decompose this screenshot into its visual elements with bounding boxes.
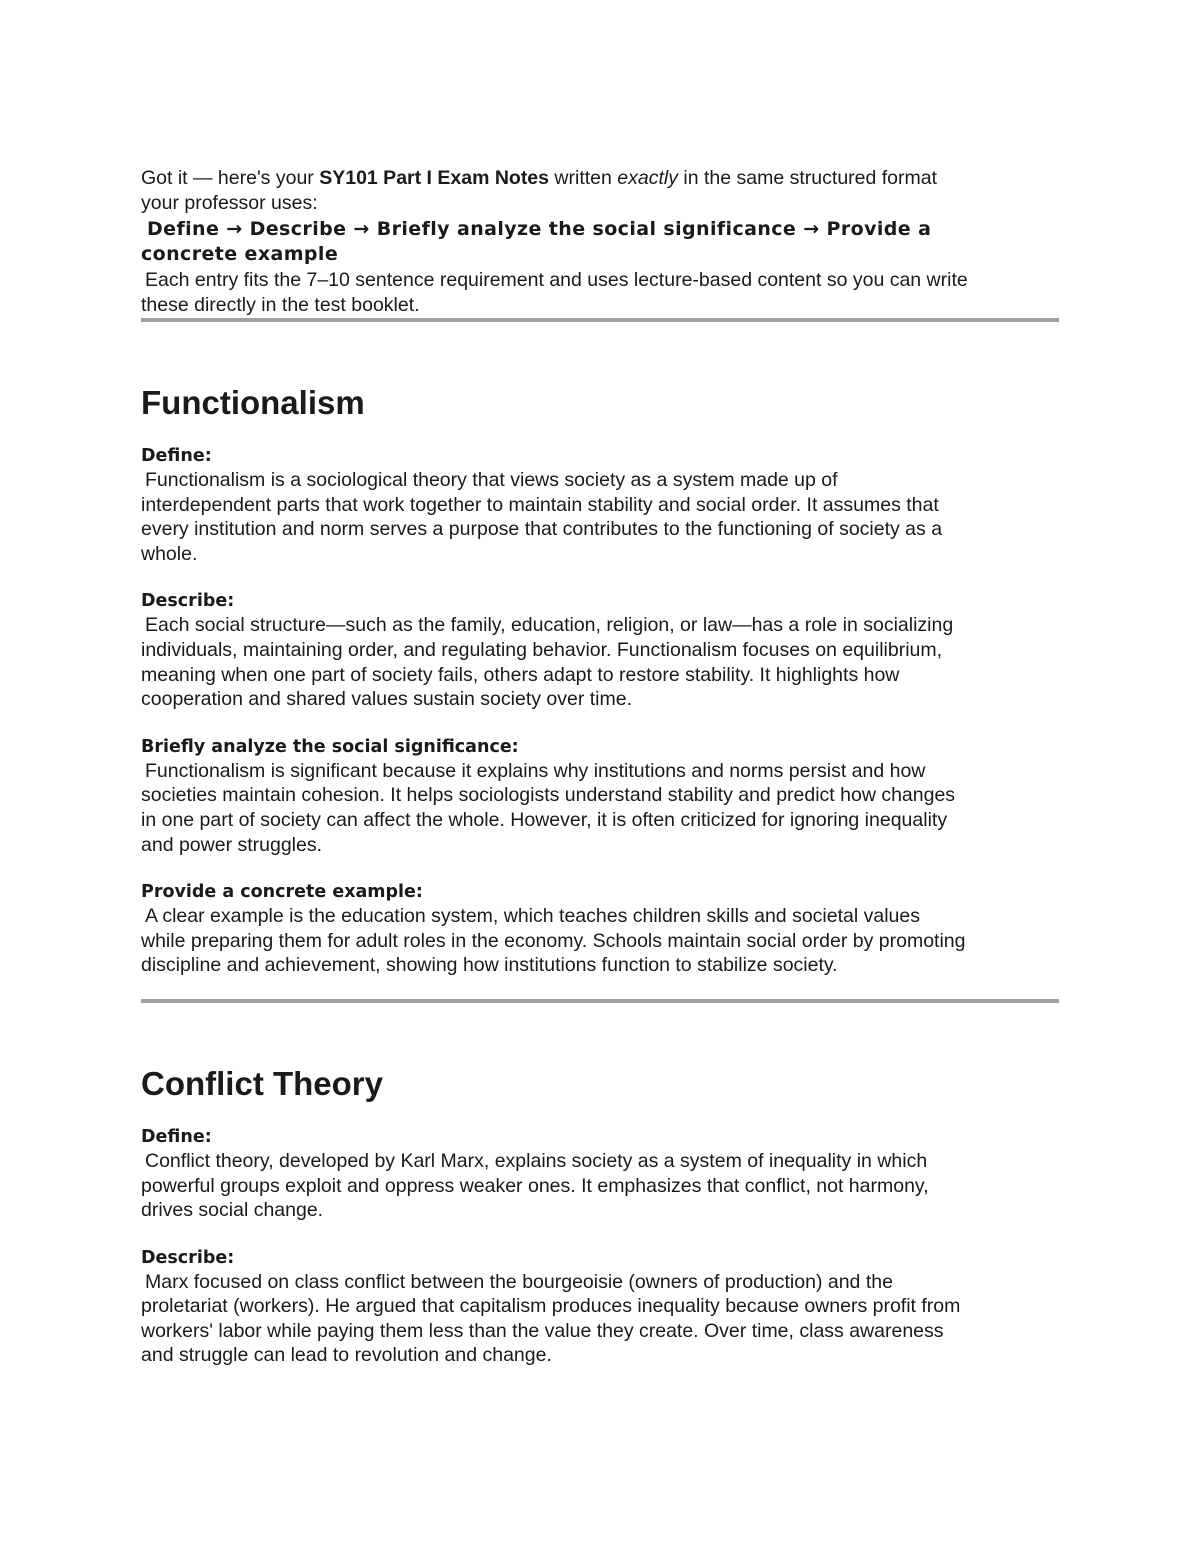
divider	[141, 999, 1059, 1003]
intro-emphasis: exactly	[617, 167, 678, 189]
block-text	[141, 1270, 1061, 1368]
text-line: proletariat (workers). He argued that capitalism produces inequality because owners profit from	[141, 1295, 961, 1318]
intro-line-2: your professor uses:	[141, 192, 318, 214]
formula-line-2: concrete example	[141, 243, 339, 265]
note-line-2: these directly in the test booklet.	[141, 294, 420, 316]
block-label: Define:	[141, 446, 212, 466]
intro-paragraph	[141, 166, 1061, 318]
block-text	[141, 468, 1061, 566]
block-define	[141, 444, 1061, 566]
text-line: powerful groups exploit and oppress weaker ones. It emphasizes that conflict, not harmony,	[141, 1174, 929, 1197]
block-describe	[141, 589, 1061, 711]
block-text	[141, 1149, 1061, 1223]
format-formula	[141, 217, 1061, 267]
divider	[141, 318, 1059, 322]
text-line: Marx focused on class conflict between the bourgeoisie (owners of production) and the	[145, 1270, 893, 1293]
block-text	[141, 759, 1061, 857]
text-line: Functionalism is a sociological theory that views society as a system made up of	[145, 469, 838, 491]
block-describe	[141, 1246, 1061, 1368]
text-line: meaning when one part of society fails, others adapt to restore stability. It highlights how	[141, 663, 900, 686]
block-define	[141, 1125, 1061, 1223]
intro-text-mid: written	[549, 167, 618, 189]
text-line: Functionalism is significant because it explains why institutions and norms persist and how	[145, 759, 926, 782]
text-line: Each social structure—such as the family, education, religion, or law—has a role in socializing	[145, 614, 954, 637]
text-line: in one part of society can affect the whole. However, it is often criticized for ignoring inequality	[141, 808, 948, 831]
text-line: whole.	[141, 542, 198, 565]
block-example	[141, 880, 1061, 978]
block-analyze	[141, 735, 1061, 857]
section-conflict-theory	[141, 1065, 1061, 1368]
section-title: Functionalism	[141, 384, 365, 421]
text-line: societies maintain cohesion. It helps sociologists understand stability and predict how changes	[141, 784, 956, 807]
section-title: Conflict Theory	[141, 1064, 384, 1102]
block-label: Describe:	[141, 1247, 235, 1268]
block-label: Briefly analyze the social significance:	[141, 736, 519, 757]
note-line-1: Each entry fits the 7–10 sentence requirement and uses lecture-based content so you can write	[145, 269, 968, 291]
text-line: cooperation and shared values sustain society over time.	[141, 688, 633, 711]
block-label: Describe:	[141, 591, 235, 612]
section-functionalism	[141, 384, 1061, 978]
block-text	[141, 613, 1061, 711]
intro-text-post: in the same structured format	[678, 167, 938, 189]
text-line: while preparing them for adult roles in the economy. Schools maintain social order by promoting	[141, 929, 966, 952]
intro-course-title: SY101 Part I Exam Notes	[319, 167, 550, 189]
text-line: drives social change.	[141, 1199, 324, 1222]
block-label: Provide a concrete example:	[141, 882, 423, 903]
text-line: every institution and norm serves a purpose that contributes to the functioning of society as a	[141, 518, 943, 541]
text-line: and power struggles.	[141, 833, 323, 856]
text-line: interdependent parts that work together to maintain stability and social order. It assumes that	[141, 493, 939, 516]
text-line: and struggle can lead to revolution and change.	[141, 1344, 552, 1367]
intro-text-pre: Got it — here's your	[141, 167, 320, 189]
text-line: A clear example is the education system, which teaches children skills and societal values	[145, 905, 920, 928]
document-page	[141, 166, 1061, 1368]
block-label: Define:	[141, 1126, 212, 1147]
intro-note	[141, 268, 1061, 318]
formula-line-1: Define → Describe → Briefly analyze the social significance → Provide a	[147, 218, 932, 240]
block-text	[141, 904, 1061, 978]
text-line: workers' labor while paying them less than the value they create. Over time, class awareness	[141, 1319, 944, 1342]
text-line: discipline and achievement, showing how institutions function to stabilize society.	[141, 954, 838, 977]
text-line: individuals, maintaining order, and regulating behavior. Functionalism focuses on equilibrium,	[141, 638, 943, 661]
text-line: Conflict theory, developed by Karl Marx, explains society as a system of inequality in which	[145, 1149, 928, 1172]
